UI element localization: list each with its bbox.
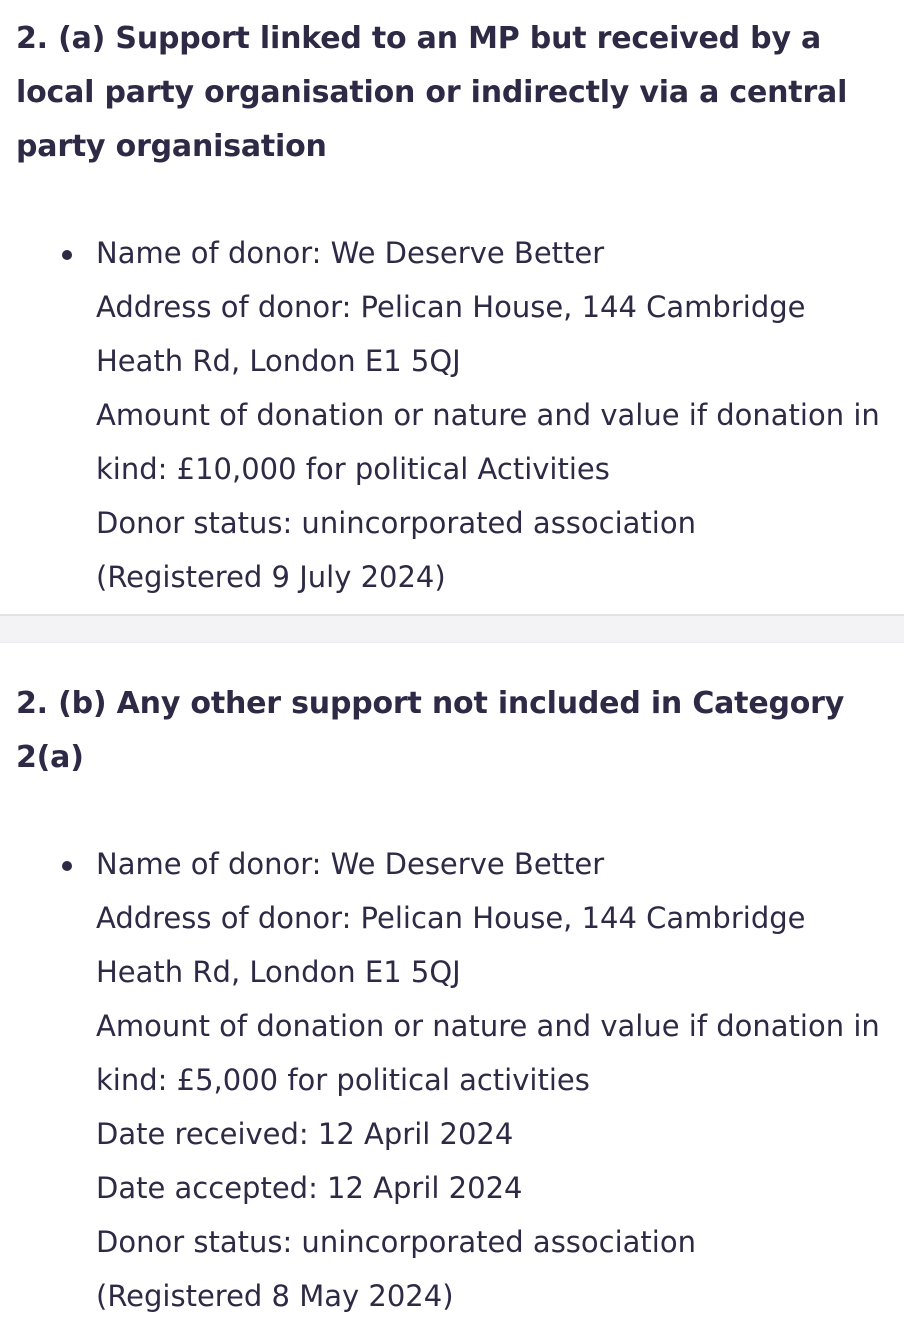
donor-status: Donor status: unincorporated association (96, 1225, 696, 1259)
donor-address-line-1: Address of donor: Pelican House, 144 Cambridge (96, 290, 806, 324)
donor-status: Donor status: unincorporated association (96, 506, 696, 540)
donation-amount-line-1: Amount of donation or nature and value if donation in (96, 398, 880, 432)
donor-address-line-2: Heath Rd, London E1 5QJ (96, 344, 461, 378)
donation-amount-line-2: kind: £10,000 for political Activities (96, 452, 610, 486)
date-accepted: Date accepted: 12 April 2024 (96, 1171, 523, 1205)
donation-list (16, 837, 888, 1323)
donation-list (16, 226, 888, 604)
date-received: Date received: 12 April 2024 (96, 1117, 514, 1151)
section-heading: 2. (a) Support linked to an MP but received by a local party organisation or indirectly via a central party organisation (16, 21, 848, 164)
donation-entry (16, 837, 888, 1323)
section-heading: 2. (b) Any other support not included in Category 2(a) (16, 686, 845, 775)
donation-amount-line-2: kind: £5,000 for political activities (96, 1063, 590, 1097)
registration-date: (Registered 8 May 2024) (96, 1279, 454, 1313)
donor-address-line-2: Heath Rd, London E1 5QJ (96, 955, 461, 989)
section-divider (0, 614, 904, 643)
donor-name: Name of donor: We Deserve Better (96, 847, 605, 881)
bullet-icon (62, 250, 72, 260)
section-2a (0, 0, 904, 614)
donation-entry (16, 226, 888, 604)
donor-name: Name of donor: We Deserve Better (96, 236, 605, 270)
section-2b (0, 643, 904, 1333)
registration-date: (Registered 9 July 2024) (96, 560, 446, 594)
donor-address-line-1: Address of donor: Pelican House, 144 Cambridge (96, 901, 806, 935)
bullet-icon (62, 861, 72, 871)
donation-amount-line-1: Amount of donation or nature and value if donation in (96, 1009, 880, 1043)
